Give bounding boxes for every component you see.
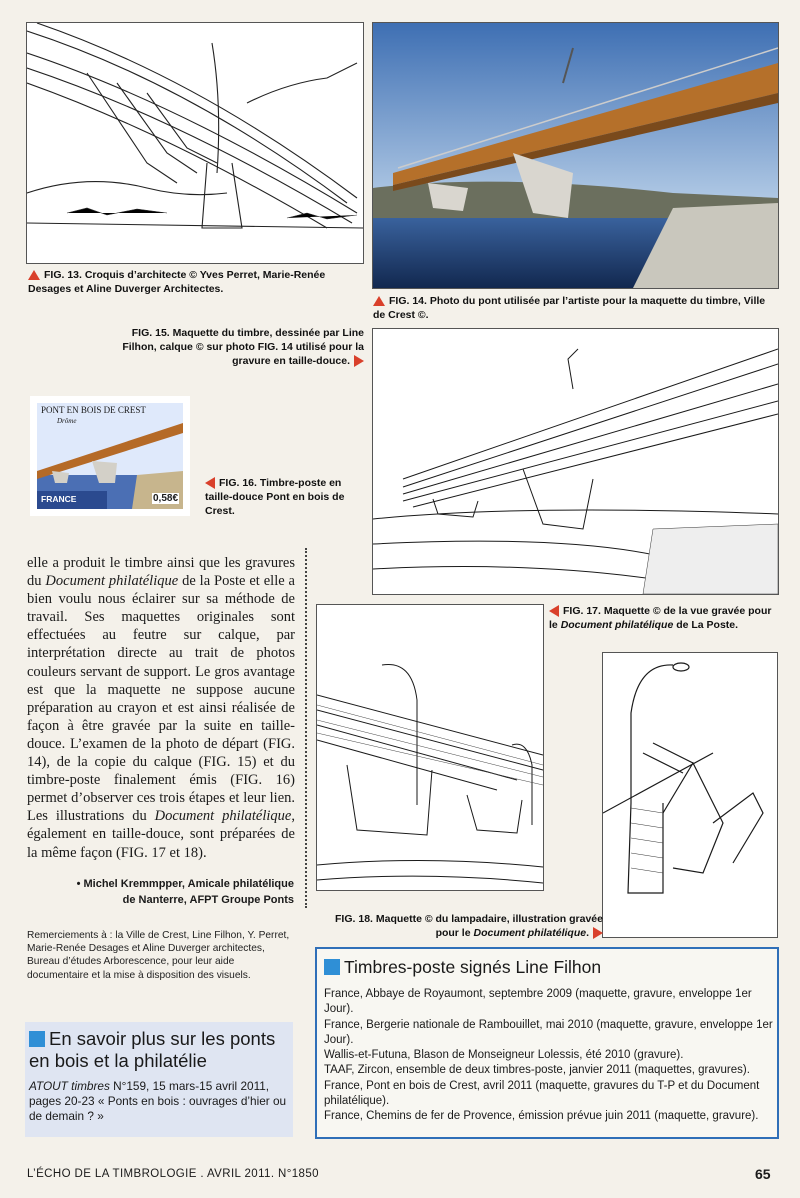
further-reading-title-text: En savoir plus sur les ponts en bois et la philatélie [29, 1028, 276, 1071]
body-text-3: , également en taille-douce, sont préparées de la même façon (FIG. 17 et 18). [27, 808, 295, 861]
caption-fig14-text: FIG. 14. Photo du pont utilisée par l’artiste pour la maquette du timbre, Ville de Crest ©. [373, 295, 766, 321]
caption-fig18-italic: Document philatélique [473, 927, 587, 939]
caption-fig17-end: de La Poste. [673, 619, 739, 631]
lamppost-drawing [603, 653, 777, 937]
stamp-country: FRANCE [41, 494, 77, 504]
body-italic-2: Document philatélique [154, 808, 292, 825]
list-item: France, Abbaye de Royaumont, septembre 2009 (maquette, gravure, enveloppe 1er Jour). [324, 988, 752, 1016]
stamps-list [324, 987, 776, 1125]
list-item: TAAF, Zircon, ensemble de deux timbres-poste, janvier 2011 (maquettes, gravures). [324, 1064, 750, 1077]
triangle-right-icon [354, 355, 364, 367]
caption-fig17-text: FIG. 17. Maquette © de la vue gravée pour le [549, 605, 772, 631]
caption-fig17 [549, 604, 779, 632]
acknowledgements: Remerciements à : la Ville de Crest, Line Filhon, Y. Perret, Marie-Renée Desages et Aline Duverger architectes, Bureau d’études Arborescence, pour leur aide documentaire et la mise à disposition des visuels. [27, 930, 290, 981]
stamp-value: 0,58€ [153, 493, 179, 504]
stamp-title: PONT EN BOIS DE CREST [41, 405, 146, 415]
list-item: France, Pont en bois de Crest, avril 2011 (maquette, gravures du T-P et du Document philatélique). [324, 1079, 760, 1108]
caption-fig18-end: . [586, 927, 589, 939]
triangle-up-icon [28, 270, 40, 280]
list-item: France, Chemins de fer de Provence, émission prévue juin 2011 (maquette, gravure). [324, 1110, 759, 1123]
stamps-list-title-text: Timbres-poste signés Line Filhon [344, 957, 602, 977]
caption-fig18 [313, 912, 603, 940]
reference-magazine: ATOUT timbres [29, 1079, 110, 1093]
architect-sketch-drawing [27, 23, 363, 263]
figure-14-photo [372, 22, 779, 289]
stamp-image [30, 396, 190, 516]
caption-fig15 [98, 326, 364, 368]
further-reading-box [25, 1022, 293, 1137]
stamp-face [37, 403, 183, 509]
footer-publication: L’ÉCHO DE LA TIMBROLOGIE . AVRIL 2011. N°1850 [27, 1168, 319, 1180]
author-line-2: de Nanterre, AFPT Groupe Ponts [122, 894, 294, 906]
caption-fig14 [373, 294, 773, 322]
caption-fig13 [28, 268, 363, 296]
further-reading-title [29, 1028, 291, 1072]
list-item: France, Bergerie nationale de Rambouillet, mai 2010 (maquette, gravure, enveloppe 1er Jour). [324, 1018, 773, 1046]
column-divider [305, 548, 307, 908]
author-line-1: • Michel Kremmpper, Amicale philatélique [76, 878, 294, 890]
reference-details: N°159, 15 mars-15 avril 2011, pages 20-23 « Ponts en bois : ouvrages d’hier ou de demain ? » [29, 1079, 287, 1123]
page-number: 65 [755, 1166, 771, 1182]
bridge-photo [373, 23, 778, 288]
article-paragraph [27, 554, 295, 862]
body-text-2: de la Poste et elle a bien voulu nous éclairer sur sa méthode de travail. Ses maquettes originales sont effectuées au feutre sur calque, par interprétation directe au trait de photos couleurs servant de support. Le gros avantage est que la maquette ne suppose aucune préparation au crayon et est ainsi réalisée de façon à être gravée par la suite en taille-douce. L’examen de la photo de départ (FIG. 14), de la copie du calque (FIG. 15) et du timbre-poste finalement émis (FIG. 16) permet d’observer ces trois étapes et leur lien. Les illustrations du [27, 573, 295, 825]
triangle-left-icon [549, 605, 559, 617]
author-credit [40, 876, 294, 908]
triangle-right-icon [593, 927, 603, 939]
blue-square-icon [324, 959, 340, 975]
caption-fig15-text: FIG. 15. Maquette du timbre, dessinée par Line Filhon, calque © sur photo FIG. 14 utilisé pour la gravure en taille-douce. [122, 327, 364, 367]
article-body [27, 554, 295, 862]
list-item: Wallis-et-Futuna, Blason de Monseigneur Lolessis, été 2010 (gravure). [324, 1049, 684, 1062]
triangle-up-icon [373, 296, 385, 306]
body-text-1: elle a produit le timbre ainsi que les gravures du [27, 555, 295, 590]
caption-fig13-text: FIG. 13. Croquis d’architecte © Yves Perret, Marie-Renée Desages et Aline Duverger Architectes. [28, 269, 326, 295]
triangle-left-icon [205, 477, 215, 489]
caption-fig18-text: FIG. 18. Maquette © du lampadaire, illustration gravée pour le [335, 913, 603, 939]
stamps-list-box [315, 947, 779, 1139]
figure-13-sketch [26, 22, 364, 264]
figure-15-drawing [372, 328, 779, 595]
figure-18-lamppost [602, 652, 778, 938]
stamp-region: Drôme [57, 417, 77, 425]
blue-square-icon [29, 1031, 45, 1047]
bridge-line-drawing [373, 329, 778, 594]
bridge-engraving [317, 605, 543, 890]
body-italic-1: Document philatélique [45, 573, 179, 590]
stamps-list-title [324, 956, 601, 978]
caption-fig16 [205, 476, 345, 518]
further-reading-reference [29, 1079, 291, 1124]
caption-fig17-italic: Document philatélique [560, 619, 674, 631]
caption-fig16-text: FIG. 16. Timbre-poste en taille-douce Pont en bois de Crest. [205, 477, 345, 517]
figure-17-engraving [316, 604, 544, 891]
